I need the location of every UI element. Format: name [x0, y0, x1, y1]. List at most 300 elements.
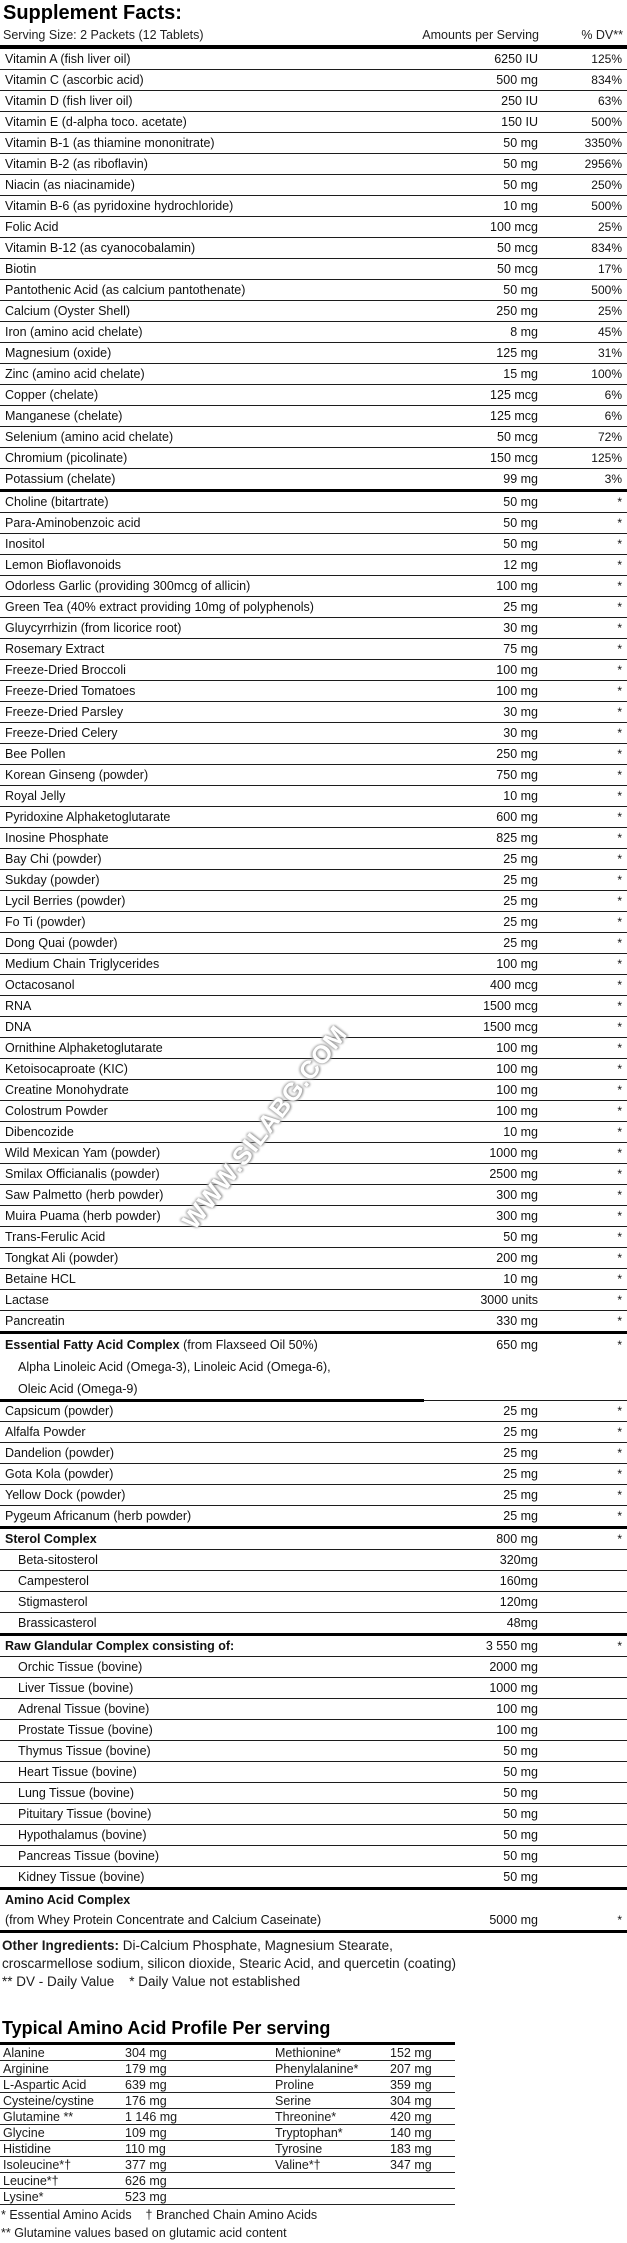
- ingredient-dv: *: [617, 978, 622, 992]
- ingredient-amount: 50 mg: [503, 1786, 538, 1800]
- ingredient-row: [0, 618, 627, 639]
- ingredient-row: [0, 492, 627, 513]
- amino-amount: 347 mg: [390, 2157, 432, 2172]
- ingredient-name: Capsicum (powder): [5, 1404, 114, 1418]
- ingredient-row: [0, 364, 627, 385]
- ingredient-row: [0, 1356, 627, 1378]
- column-header-dv: % DV**: [581, 28, 623, 42]
- amino-row: [0, 2077, 455, 2093]
- ingredient-amount: 1500 mcg: [483, 999, 538, 1013]
- ingredient-name: Vitamin B-1 (as thiamine mononitrate): [5, 136, 215, 150]
- ingredient-amount: 25 mg: [503, 1425, 538, 1439]
- ingredient-amount: 75 mg: [503, 642, 538, 656]
- amino-amount: 304 mg: [125, 2045, 167, 2060]
- ingredient-dv: *: [617, 516, 622, 530]
- ingredient-amount: 50 mg: [503, 1230, 538, 1244]
- ingredient-amount: 5000 mg: [489, 1913, 538, 1927]
- ingredient-amount: 3 550 mg: [485, 1639, 538, 1653]
- ingredient-name: Prostate Tissue (bovine): [18, 1723, 153, 1737]
- ingredient-amount: 3000 units: [480, 1293, 538, 1307]
- ingredient-name: Colostrum Powder: [5, 1104, 108, 1118]
- ingredient-row: [0, 1485, 627, 1506]
- ingredient-row: [0, 891, 627, 912]
- ingredient-dv: *: [617, 999, 622, 1013]
- ingredient-amount: 25 mg: [503, 1404, 538, 1418]
- ingredient-amount: 600 mg: [496, 810, 538, 824]
- ingredient-amount: 800 mg: [496, 1532, 538, 1546]
- amino-name: Glutamine **: [3, 2109, 74, 2124]
- ingredient-row: [0, 1227, 627, 1248]
- ingredient-dv: *: [617, 1338, 622, 1352]
- ingredient-dv: *: [617, 1020, 622, 1034]
- ingredient-row: [0, 1592, 627, 1613]
- ingredient-row: [0, 91, 627, 112]
- ingredient-row: [0, 448, 627, 469]
- ingredient-name: Muira Puama (herb powder): [5, 1209, 161, 1223]
- ingredient-name: Calcium (Oyster Shell): [5, 304, 131, 318]
- ingredient-amount: 50 mg: [503, 157, 538, 171]
- ingredient-name: Korean Ginseng (powder): [5, 768, 149, 782]
- ingredient-amount: 125 mcg: [490, 388, 538, 402]
- ingredient-name: DNA: [5, 1020, 32, 1034]
- ingredient-dv: *: [617, 894, 622, 908]
- ingredient-amount: 25 mg: [503, 936, 538, 950]
- ingredient-dv: *: [617, 789, 622, 803]
- ingredient-name: Vitamin B-12 (as cyanocobalamin): [5, 241, 196, 255]
- ingredient-row: [0, 954, 627, 975]
- ingredient-dv: 125%: [591, 451, 622, 465]
- ingredient-dv: 2956%: [584, 157, 622, 171]
- ingredient-name: Vitamin A (fish liver oil): [5, 52, 131, 66]
- ingredient-name: Manganese (chelate): [5, 409, 123, 423]
- ingredient-dv: *: [617, 537, 622, 551]
- ingredient-dv: *: [617, 852, 622, 866]
- ingredient-name: Royal Jelly: [5, 789, 66, 803]
- ingredient-row: [0, 343, 627, 364]
- ingredient-name: Inosine Phosphate: [5, 831, 109, 845]
- ingredient-row: [0, 1762, 627, 1783]
- ingredient-dv: *: [617, 936, 622, 950]
- ingredient-amount: 300 mg: [496, 1209, 538, 1223]
- ingredient-dv: 834%: [591, 241, 622, 255]
- ingredient-name: Pancreas Tissue (bovine): [18, 1849, 160, 1863]
- ingredient-row: [0, 1846, 627, 1867]
- ingredient-amount: 120mg: [499, 1595, 538, 1609]
- ingredient-row: [0, 301, 627, 322]
- ingredient-row: [0, 1378, 627, 1401]
- ingredient-dv: 6%: [604, 409, 622, 423]
- ingredient-name: Octacosanol: [5, 978, 75, 992]
- amino-amount: 377 mg: [125, 2157, 167, 2172]
- ingredient-amount: 100 mg: [496, 1083, 538, 1097]
- amino-name: Methionine*: [275, 2045, 342, 2060]
- ingredient-amount: 200 mg: [496, 1251, 538, 1265]
- watermark: WWW.SILABG.COM: [177, 1020, 354, 1235]
- page-title: Supplement Facts:: [3, 2, 182, 24]
- ingredient-amount: 100 mg: [496, 684, 538, 698]
- ingredient-amount: 30 mg: [503, 726, 538, 740]
- ingredient-name: Pantothenic Acid (as calcium pantothenate): [5, 283, 246, 297]
- ingredient-row: [0, 534, 627, 555]
- amino-footnote-1: * Essential Amino Acids † Branched Chain Amino Acids: [1, 2208, 318, 2222]
- ingredient-row: [0, 1529, 627, 1550]
- amino-amount: 304 mg: [390, 2093, 432, 2108]
- ingredient-dv: 834%: [591, 73, 622, 87]
- ingredient-row: [0, 1910, 627, 1933]
- ingredient-dv: *: [617, 1251, 622, 1265]
- amino-name: Lysine*: [3, 2189, 44, 2204]
- ingredient-row: [0, 1401, 627, 1422]
- ingredient-amount: 160mg: [499, 1574, 538, 1588]
- ingredient-amount: 50 mcg: [497, 241, 538, 255]
- ingredient-amount: 50 mg: [503, 1765, 538, 1779]
- ingredient-name: Bay Chi (powder): [5, 852, 102, 866]
- ingredient-row: [0, 1334, 627, 1356]
- ingredient-name: Pyridoxine Alphaketoglutarate: [5, 810, 171, 824]
- ingredient-row: [0, 1741, 627, 1762]
- ingredient-amount: 99 mg: [503, 472, 538, 486]
- ingredient-row: [0, 1657, 627, 1678]
- ingredient-dv: *: [617, 600, 622, 614]
- ingredient-name: Lactase: [5, 1293, 49, 1307]
- amino-name: Valine*†: [275, 2157, 321, 2172]
- ingredient-name: Sukday (powder): [5, 873, 100, 887]
- ingredient-dv: *: [617, 1167, 622, 1181]
- ingredient-amount: 320mg: [499, 1553, 538, 1567]
- ingredient-name: Liver Tissue (bovine): [18, 1681, 134, 1695]
- ingredient-name: Vitamin D (fish liver oil): [5, 94, 133, 108]
- ingredient-name: Beta-sitosterol: [18, 1553, 98, 1567]
- ingredient-name: Lemon Bioflavonoids: [5, 558, 122, 572]
- ingredient-name: Thymus Tissue (bovine): [18, 1744, 151, 1758]
- ingredient-name: Lung Tissue (bovine): [18, 1786, 135, 1800]
- ingredient-row: [0, 786, 627, 807]
- amino-name: Tyrosine: [275, 2141, 323, 2156]
- ingredient-amount: 300 mg: [496, 1188, 538, 1202]
- ingredient-name: Freeze-Dried Parsley: [5, 705, 124, 719]
- ingredient-amount: 825 mg: [496, 831, 538, 845]
- ingredient-row: [0, 765, 627, 786]
- amino-profile-title: Typical Amino Acid Profile Per serving: [2, 2018, 331, 2038]
- ingredient-name: Bee Pollen: [5, 747, 66, 761]
- amino-amount: 523 mg: [125, 2189, 167, 2204]
- ingredient-amount: 250 mg: [496, 747, 538, 761]
- ingredient-dv: 45%: [597, 325, 622, 339]
- amino-name: L-Aspartic Acid: [3, 2077, 87, 2092]
- ingredient-amount: 750 mg: [496, 768, 538, 782]
- ingredient-dv: 6%: [604, 388, 622, 402]
- ingredient-name: Sterol Complex: [5, 1532, 97, 1546]
- ingredient-amount: 25 mg: [503, 852, 538, 866]
- ingredient-row: [0, 1825, 627, 1846]
- ingredient-name: Para-Aminobenzoic acid: [5, 516, 141, 530]
- amino-row: [0, 2045, 455, 2061]
- ingredient-row: [0, 427, 627, 448]
- amino-row: [0, 2189, 455, 2205]
- ingredient-amount: 100 mg: [496, 1723, 538, 1737]
- ingredient-row: [0, 996, 627, 1017]
- amino-name: Isoleucine*†: [3, 2157, 72, 2172]
- ingredient-row: [0, 1571, 627, 1592]
- ingredient-row: [0, 1059, 627, 1080]
- ingredient-dv: *: [617, 495, 622, 509]
- ingredient-dv: *: [617, 1104, 622, 1118]
- amino-row: [0, 2093, 455, 2109]
- ingredient-name: Trans-Ferulic Acid: [5, 1230, 106, 1244]
- ingredient-row: [0, 723, 627, 744]
- ingredient-amount: 50 mcg: [497, 430, 538, 444]
- ingredient-dv: *: [617, 1188, 622, 1202]
- ingredient-name: Freeze-Dried Broccoli: [5, 663, 126, 677]
- ingredient-dv: *: [617, 1532, 622, 1546]
- ingredient-amount: 100 mg: [496, 1104, 538, 1118]
- ingredient-row: [0, 217, 627, 238]
- ingredient-row: [0, 1464, 627, 1485]
- ingredient-row: [0, 280, 627, 301]
- ingredient-name: Wild Mexican Yam (powder): [5, 1146, 161, 1160]
- ingredient-row: [0, 576, 627, 597]
- amino-acid-profile: [0, 2017, 627, 2241]
- ingredient-row: [0, 1143, 627, 1164]
- ingredient-dv: *: [617, 1639, 622, 1653]
- amino-row: [0, 2173, 455, 2189]
- ingredient-dv: 17%: [597, 262, 622, 276]
- ingredient-amount: 400 mcg: [490, 978, 538, 992]
- ingredient-row: [0, 49, 627, 70]
- ingredient-name: Alfalfa Powder: [5, 1425, 86, 1439]
- other-ingredients-label: Other Ingredients:: [2, 1938, 120, 1953]
- ingredient-amount: 50 mg: [503, 1744, 538, 1758]
- ingredient-row: [0, 1017, 627, 1038]
- ingredient-dv: *: [617, 810, 622, 824]
- ingredient-name: Iron (amino acid chelate): [5, 325, 143, 339]
- ingredient-name: Dandelion (powder): [5, 1446, 115, 1460]
- ingredient-name: Amino Acid Complex: [5, 1893, 131, 1907]
- ingredient-name: Folic Acid: [5, 220, 59, 234]
- ingredient-name: Freeze-Dried Tomatoes: [5, 684, 136, 698]
- ingredient-row: [0, 154, 627, 175]
- ingredient-name: Green Tea (40% extract providing 10mg of polyphenols): [5, 600, 314, 614]
- amino-row: [0, 2157, 455, 2173]
- ingredient-name: Betaine HCL: [5, 1272, 76, 1286]
- ingredient-name: Selenium (amino acid chelate): [5, 430, 174, 444]
- amino-amount: 179 mg: [125, 2061, 167, 2076]
- ingredient-row: [0, 870, 627, 891]
- amino-name: Glycine: [3, 2125, 45, 2140]
- ingredient-amount: 100 mg: [496, 663, 538, 677]
- ingredient-amount: 100 mg: [496, 1702, 538, 1716]
- ingredient-row: [0, 259, 627, 280]
- ingredient-dv: *: [617, 768, 622, 782]
- ingredient-row: [0, 1506, 627, 1529]
- ingredient-name: Rosemary Extract: [5, 642, 105, 656]
- ingredient-name: Ornithine Alphaketoglutarate: [5, 1041, 163, 1055]
- ingredient-dv: *: [617, 1293, 622, 1307]
- amino-amount: 359 mg: [390, 2077, 432, 2092]
- ingredient-amount: 25 mg: [503, 873, 538, 887]
- ingredient-row: [0, 933, 627, 954]
- ingredient-amount: 25 mg: [503, 915, 538, 929]
- ingredient-dv: *: [617, 1314, 622, 1328]
- ingredient-row: [0, 1720, 627, 1741]
- ingredient-amount: 15 mg: [503, 367, 538, 381]
- ingredient-row: [0, 513, 627, 534]
- ingredient-row: [0, 1164, 627, 1185]
- amino-amount: 140 mg: [390, 2125, 432, 2140]
- ingredient-row: [0, 1422, 627, 1443]
- ingredient-amount: 150 mcg: [490, 451, 538, 465]
- ingredient-amount: 6250 IU: [494, 52, 538, 66]
- ingredient-dv: *: [617, 1488, 622, 1502]
- ingredient-dv: *: [617, 663, 622, 677]
- dv-note: ** DV - Daily Value * Daily Value not established: [2, 1974, 301, 1989]
- ingredient-amount: 125 mcg: [490, 409, 538, 423]
- ingredient-dv: *: [617, 831, 622, 845]
- ingredient-amount: 25 mg: [503, 1467, 538, 1481]
- ingredient-amount: 650 mg: [496, 1338, 538, 1352]
- ingredient-amount: 50 mg: [503, 1870, 538, 1884]
- ingredient-amount: 100 mg: [496, 579, 538, 593]
- ingredient-amount: 25 mg: [503, 1509, 538, 1523]
- amino-name: Histidine: [3, 2141, 51, 2156]
- ingredient-amount: 8 mg: [510, 325, 538, 339]
- ingredient-name: Vitamin B-2 (as riboflavin): [5, 157, 148, 171]
- ingredient-amount: 500 mg: [496, 73, 538, 87]
- ingredient-name: Pituitary Tissue (bovine): [18, 1807, 152, 1821]
- ingredient-name: Oleic Acid (Omega-9): [18, 1382, 138, 1396]
- ingredient-amount: 250 IU: [501, 94, 538, 108]
- ingredient-amount: 50 mcg: [497, 262, 538, 276]
- ingredient-row: [0, 744, 627, 765]
- ingredient-dv: 250%: [591, 178, 622, 192]
- ingredient-dv: *: [617, 1404, 622, 1418]
- ingredient-name: Dibencozide: [5, 1125, 74, 1139]
- amino-footnote-2: ** Glutamine values based on glutamic acid content: [1, 2226, 287, 2240]
- amino-name: Leucine*†: [3, 2173, 59, 2188]
- amino-amount: 207 mg: [390, 2061, 432, 2076]
- ingredient-row: [0, 1699, 627, 1720]
- ingredient-row: [0, 238, 627, 259]
- ingredient-name: Brassicasterol: [18, 1616, 97, 1630]
- ingredient-amount: 10 mg: [503, 199, 538, 213]
- ingredient-amount: 50 mg: [503, 495, 538, 509]
- ingredient-dv: *: [617, 1446, 622, 1460]
- ingredient-amount: 1500 mcg: [483, 1020, 538, 1034]
- ingredient-dv: 63%: [597, 94, 622, 108]
- ingredient-name: Raw Glandular Complex consisting of:: [5, 1639, 235, 1653]
- ingredient-amount: 1000 mg: [489, 1681, 538, 1695]
- ingredient-amount: 100 mg: [496, 1062, 538, 1076]
- ingredient-name: Pygeum Africanum (herb powder): [5, 1509, 192, 1523]
- ingredient-amount: 1000 mg: [489, 1146, 538, 1160]
- ingredient-row: [0, 975, 627, 996]
- ingredient-dv: 3%: [604, 472, 622, 486]
- ingredient-dv: *: [617, 1062, 622, 1076]
- ingredient-dv: *: [617, 873, 622, 887]
- ingredient-name: Medium Chain Triglycerides: [5, 957, 160, 971]
- ingredient-row: [0, 1636, 627, 1657]
- serving-size: Serving Size: 2 Packets (12 Tablets): [3, 28, 204, 42]
- amino-name: Proline: [275, 2077, 314, 2092]
- ingredient-table: [0, 49, 627, 1933]
- ingredient-row: [0, 175, 627, 196]
- ingredient-row: [0, 1185, 627, 1206]
- ingredient-name: Ketoisocaproate (KIC): [5, 1062, 128, 1076]
- ingredient-dv: *: [617, 579, 622, 593]
- ingredient-name: Chromium (picolinate): [5, 451, 128, 465]
- ingredient-row: [0, 385, 627, 406]
- amino-row: [0, 2109, 455, 2125]
- ingredient-amount: 48mg: [506, 1616, 538, 1630]
- amino-amount: 109 mg: [125, 2125, 167, 2140]
- ingredient-name: Gluycyrrhizin (from licorice root): [5, 621, 182, 635]
- ingredient-amount: 30 mg: [503, 705, 538, 719]
- ingredient-row: [0, 1443, 627, 1464]
- amino-name: Cysteine/cystine: [3, 2093, 95, 2108]
- amino-amount: 639 mg: [125, 2077, 167, 2092]
- ingredient-dv: *: [617, 1913, 622, 1927]
- ingredient-row: [0, 1101, 627, 1122]
- ingredient-amount: 330 mg: [496, 1314, 538, 1328]
- amino-amount: 420 mg: [390, 2109, 432, 2124]
- amino-row: [0, 2125, 455, 2141]
- ingredient-name: Yellow Dock (powder): [5, 1488, 126, 1502]
- ingredient-amount: 10 mg: [503, 1272, 538, 1286]
- ingredient-row: [0, 70, 627, 91]
- ingredient-dv: *: [617, 726, 622, 740]
- ingredient-row: [0, 555, 627, 576]
- ingredient-name: Odorless Garlic (providing 300mcg of allicin): [5, 579, 251, 593]
- ingredient-name: Potassium (chelate): [5, 472, 116, 486]
- ingredient-name: Lycil Berries (powder): [5, 894, 126, 908]
- ingredient-dv: *: [617, 558, 622, 572]
- ingredient-dv: *: [617, 705, 622, 719]
- ingredient-row: [0, 112, 627, 133]
- amino-amount: 626 mg: [125, 2173, 167, 2188]
- ingredient-dv: 3350%: [584, 136, 622, 150]
- ingredient-dv: *: [617, 957, 622, 971]
- amino-amount: 176 mg: [125, 2093, 167, 2108]
- ingredient-dv: *: [617, 1467, 622, 1481]
- ingredient-amount: 150 IU: [501, 115, 538, 129]
- ingredient-row: [0, 639, 627, 660]
- amino-name: Threonine*: [275, 2109, 337, 2124]
- ingredient-dv: *: [617, 1146, 622, 1160]
- ingredient-amount: 50 mg: [503, 537, 538, 551]
- ingredient-dv: *: [617, 1509, 622, 1523]
- ingredient-row: [0, 1613, 627, 1636]
- ingredient-name: Magnesium (oxide): [5, 346, 112, 360]
- ingredient-name: Biotin: [5, 262, 37, 276]
- ingredient-amount: 250 mg: [496, 304, 538, 318]
- ingredient-amount: 50 mg: [503, 1849, 538, 1863]
- ingredient-dv: 500%: [591, 283, 622, 297]
- table-header-row: [0, 28, 627, 49]
- label-footnotes: [2, 1937, 627, 1991]
- ingredient-dv: *: [617, 915, 622, 929]
- ingredient-name: Creatine Monohydrate: [5, 1083, 129, 1097]
- ingredient-name: Choline (bitartrate): [5, 495, 109, 509]
- ingredient-name: RNA: [5, 999, 32, 1013]
- ingredient-row: [0, 133, 627, 154]
- ingredient-amount: 50 mg: [503, 136, 538, 150]
- ingredient-name: Pancreatin: [5, 1314, 65, 1328]
- ingredient-name: Smilax Officianalis (powder): [5, 1167, 160, 1181]
- ingredient-row: [0, 1038, 627, 1059]
- ingredient-row: [0, 681, 627, 702]
- ingredient-name: Inositol: [5, 537, 45, 551]
- amino-name: Arginine: [3, 2061, 49, 2076]
